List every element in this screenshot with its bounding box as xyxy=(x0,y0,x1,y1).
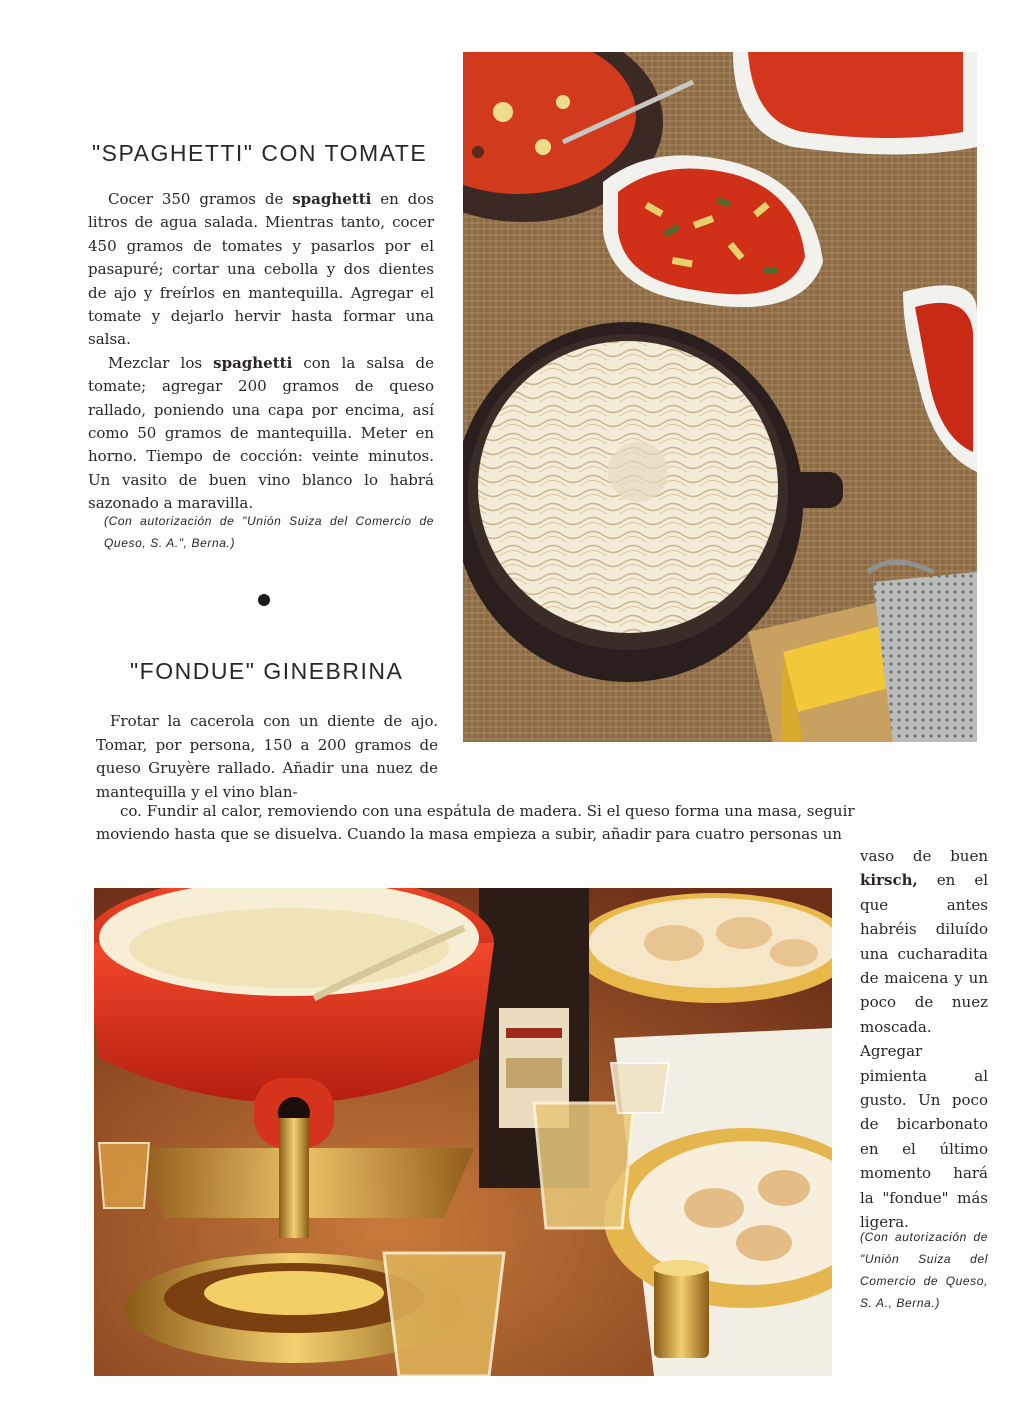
spaghetti-photo xyxy=(463,52,977,742)
fondue-fullwidth-line-1: co. Fundir al calor, removiendo con una espátula de madera. Si el queso forma una masa, seguir xyxy=(120,802,855,820)
recipe-title-fondue: "FONDUE" GINEBRINA xyxy=(130,658,404,684)
term-spaghetti: spaghetti xyxy=(213,353,293,372)
recipe-title-spaghetti: "SPAGHETTI" CON TOMATE xyxy=(92,140,428,166)
credit-fondue: (Con autorización de "Unión Suiza del Comercio de Queso, S. A., Berna.) xyxy=(860,1230,988,1310)
recipe-body-spaghetti xyxy=(88,188,434,516)
fondue-photo xyxy=(94,888,832,1376)
paragraph-1: Cocer 350 gramos de spaghetti en dos litros de agua salada. Mientras tanto, cocer 450 gramos de tomates y pasarlos por el pasapuré; cortar una cebolla y dos dientes de ajo y freírlos en mantequilla. Agregar el tomate y dejarlo hervir hasta formar una salsa. xyxy=(88,190,435,349)
recipe-body-fondue-intro xyxy=(96,710,438,804)
paragraph-2: Mezclar los spaghetti con la salsa de tomate; agregar 200 gramos de queso rallado, poniendo una capa por encima, así como 50 gramos de mantequilla. Meter en horno. Tiempo de cocción: veinte minutos. Un vasito de buen vino blanco lo habrá sazonado a maravilla. xyxy=(88,353,434,513)
section-divider-bullet xyxy=(258,594,270,606)
term-kirsch: kirsch, xyxy=(860,871,918,890)
paragraph-fondue-1: Frotar la cacerola con un diente de ajo. Tomar, por persona, 150 a 200 gramos de queso Gruyère rallado. Añadir una nuez de mantequilla y el vino blan- xyxy=(96,712,438,801)
credit-spaghetti: (Con autorización de "Unión Suiza del Comercio de Queso, S. A.", Berna.) xyxy=(104,514,434,550)
fondue-side-column: vaso de buen kirsch, en el que antes habréis diluído una cucharadita de maicena y un poco de nuez moscada. Agregar pimienta al gusto. Un poco de bicarbonato en el último momento hará la "fondue" más ligera. xyxy=(860,847,988,1232)
term-spaghetti: spaghetti xyxy=(292,190,372,208)
fondue-fullwidth-line-2: moviendo hasta que se disuelva. Cuando la masa empieza a subir, añadir para cuatro personas un xyxy=(96,825,842,843)
